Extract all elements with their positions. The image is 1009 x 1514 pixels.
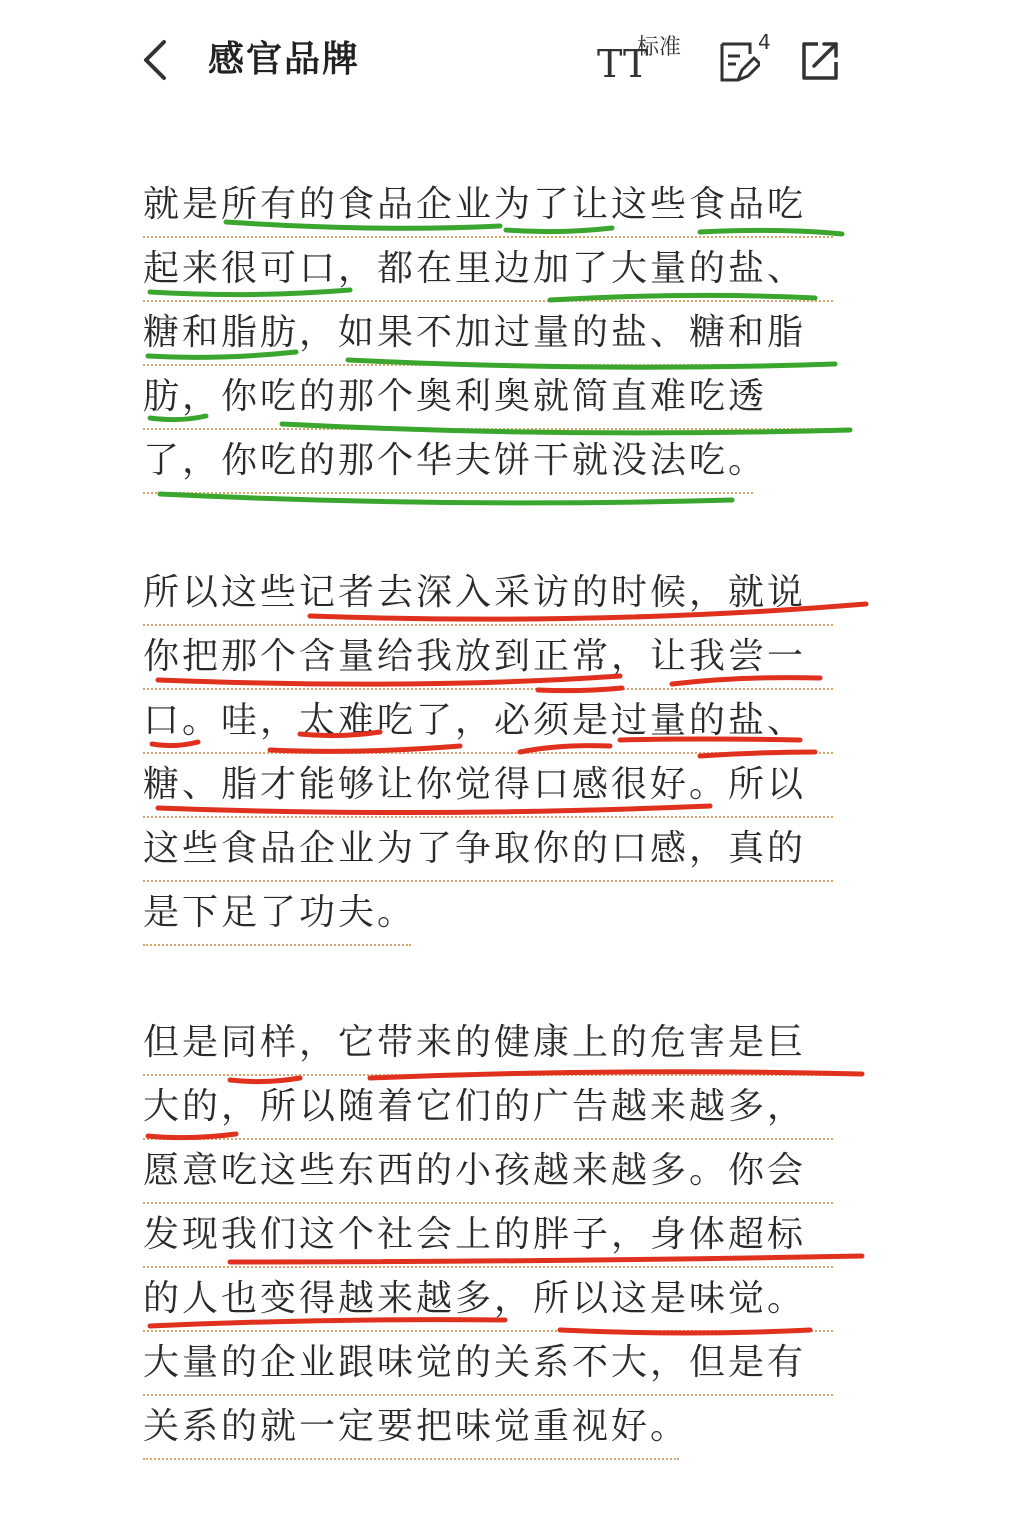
text-line: 了，你吃的那个华夫饼干就没法吃。 <box>143 430 753 494</box>
text-line: 愿意吃这些东西的小孩越来越多。你会 <box>143 1140 833 1204</box>
text-line: 这些食品企业为了争取你的口感，真的 <box>143 818 833 882</box>
text-line: 起来很可口，都在里边加了大量的盐、 <box>143 238 833 302</box>
share-icon <box>796 36 844 84</box>
text-line: 所以这些记者去深入采访的时候，就说 <box>143 562 833 626</box>
page-title: 感官品牌 <box>208 39 361 80</box>
text-line: 但是同样，它带来的健康上的危害是巨 <box>143 1012 833 1076</box>
text-line: 糖、脂才能够让你觉得口感很好。所以 <box>143 754 833 818</box>
share-button[interactable] <box>796 36 844 84</box>
text-line: 大的，所以随着它们的广告越来越多， <box>143 1076 833 1140</box>
note-count-badge: 4 <box>758 30 771 54</box>
paragraph-2 <box>143 562 833 946</box>
font-size-icon: TT <box>597 42 649 86</box>
font-size-button[interactable] <box>597 30 697 90</box>
font-size-label: 标准 <box>637 35 682 60</box>
text-line: 的人也变得越来越多，所以这是味觉。 <box>143 1268 833 1332</box>
notes-button[interactable] <box>716 30 776 90</box>
paragraph-1 <box>143 174 833 494</box>
paragraph-3 <box>143 1012 833 1460</box>
text-line: 就是所有的食品企业为了让这些食品吃 <box>143 174 833 238</box>
back-button[interactable] <box>136 32 176 88</box>
text-line: 肪，你吃的那个奥利奥就简直难吃透 <box>143 366 833 430</box>
text-line: 你把那个含量给我放到正常，让我尝一 <box>143 626 833 690</box>
text-line: 大量的企业跟味觉的关系不大，但是有 <box>143 1332 833 1396</box>
text-line: 是下足了功夫。 <box>143 882 411 946</box>
text-line: 口。哇，太难吃了，必须是过量的盐、 <box>143 690 833 754</box>
text-line: 发现我们这个社会上的胖子，身体超标 <box>143 1204 833 1268</box>
text-line: 关系的就一定要把味觉重视好。 <box>143 1396 679 1460</box>
note-edit-icon <box>716 30 760 86</box>
back-arrow-icon <box>136 32 176 88</box>
text-line: 糖和脂肪，如果不加过量的盐、糖和脂 <box>143 302 833 366</box>
top-bar <box>0 0 1009 120</box>
